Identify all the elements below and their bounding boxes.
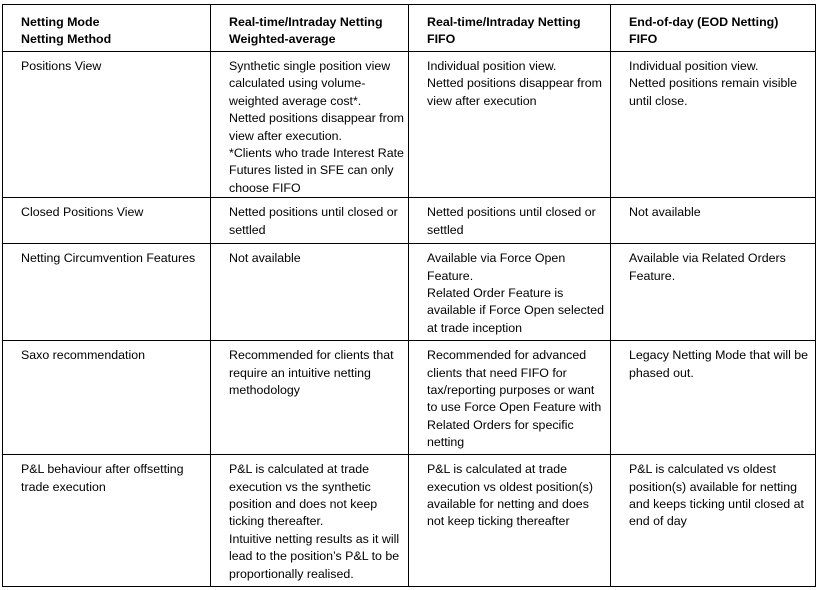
cell-paragraph: Individual position view. [629, 59, 759, 73]
cell-paragraph: Related Order Feature is available if Force Open selected at trade inception [427, 286, 605, 335]
row-label: Closed Positions View [21, 205, 144, 220]
header-line: End-of-day (EOD Netting) [629, 15, 779, 29]
row-label-cell [3, 244, 211, 341]
realtime-fifo-cell [409, 455, 611, 587]
header-eod-fifo [611, 5, 816, 52]
cell-paragraph: Netted positions until closed or settled [427, 205, 596, 237]
weighted-average-cell [211, 244, 409, 341]
header-line: FIFO [629, 32, 658, 47]
cell-paragraph: P&L is calculated at trade execution vs the synthetic position and does not keep ticking thereafter. [229, 462, 378, 529]
eod-fifo-cell [611, 244, 816, 341]
cell-paragraph: Available via Force Open Feature. [427, 251, 566, 283]
table-header-row [3, 5, 816, 52]
header-line: FIFO [427, 32, 456, 47]
row-label: Netting Circumvention Features [21, 251, 196, 266]
row-label: P&L behaviour after offsetting trade execution [21, 462, 184, 494]
eod-fifo-cell [611, 52, 816, 198]
realtime-fifo-cell [409, 244, 611, 341]
eod-fifo-cell [611, 198, 816, 244]
weighted-average-cell [211, 455, 409, 587]
eod-fifo-cell [611, 341, 816, 455]
realtime-fifo-cell [409, 52, 611, 198]
header-line: Weighted-average [229, 32, 336, 47]
row-label-cell [3, 341, 211, 455]
cell-paragraph: Not available [229, 251, 301, 266]
header-line: Real-time/Intraday Netting [427, 15, 581, 29]
cell-paragraph: Not available [629, 205, 701, 220]
header-line: Netting Method [21, 32, 112, 47]
weighted-average-cell [211, 198, 409, 244]
header-realtime-fifo [409, 5, 611, 52]
netting-comparison-table [2, 4, 816, 587]
row-label-cell [3, 198, 211, 244]
table-row [3, 341, 816, 455]
table-row [3, 52, 816, 198]
row-label: Saxo recommendation [21, 348, 145, 363]
table-row [3, 455, 816, 587]
header-line: Netting Mode [21, 15, 100, 29]
row-label-cell [3, 455, 211, 587]
cell-paragraph: Synthetic single position view calculated using volume-weighted average cost*. [229, 59, 391, 108]
cell-paragraph: Intuitive netting results as it will lead to the position’s P&L to be proportionally realised. [229, 531, 400, 581]
cell-paragraph: Netted positions disappear from view after execution [427, 76, 602, 108]
header-line: Real-time/Intraday Netting [229, 15, 383, 29]
eod-fifo-cell [611, 455, 816, 587]
cell-paragraph: Available via Related Orders Feature. [629, 251, 786, 283]
cell-paragraph: Netted positions disappear from view after execution. [229, 111, 404, 143]
cell-paragraph: Netted positions remain visible until close. [629, 76, 798, 108]
cell-paragraph: Legacy Netting Mode that will be phased out. [629, 348, 809, 380]
weighted-average-cell [211, 341, 409, 455]
cell-paragraph: Netted positions until closed or settled [229, 205, 398, 237]
cell-paragraph: P&L is calculated at trade execution vs oldest position(s) available for netting and does not keep ticking thereafter [427, 462, 593, 529]
cell-paragraph: Individual position view. [427, 59, 557, 73]
header-realtime-weighted-average [211, 5, 409, 52]
table-row [3, 244, 816, 341]
table-row [3, 198, 816, 244]
row-label-cell [3, 52, 211, 198]
cell-paragraph: P&L is calculated vs oldest position(s) available for netting and keeps ticking until closed at end of day [629, 462, 804, 529]
cell-paragraph: *Clients who trade Interest Rate Futures listed in SFE can only choose FIFO [229, 146, 404, 195]
realtime-fifo-cell [409, 198, 611, 244]
header-netting-mode-method [3, 5, 211, 52]
row-label: Positions View [21, 59, 102, 73]
realtime-fifo-cell [409, 341, 611, 455]
cell-paragraph: Recommended for clients that require an intuitive netting methodology [229, 348, 394, 398]
cell-paragraph: Recommended for advanced clients that need FIFO for tax/reporting purposes or want to use Force Open Feature with Related Orders for specific netting [427, 348, 602, 450]
weighted-average-cell [211, 52, 409, 198]
